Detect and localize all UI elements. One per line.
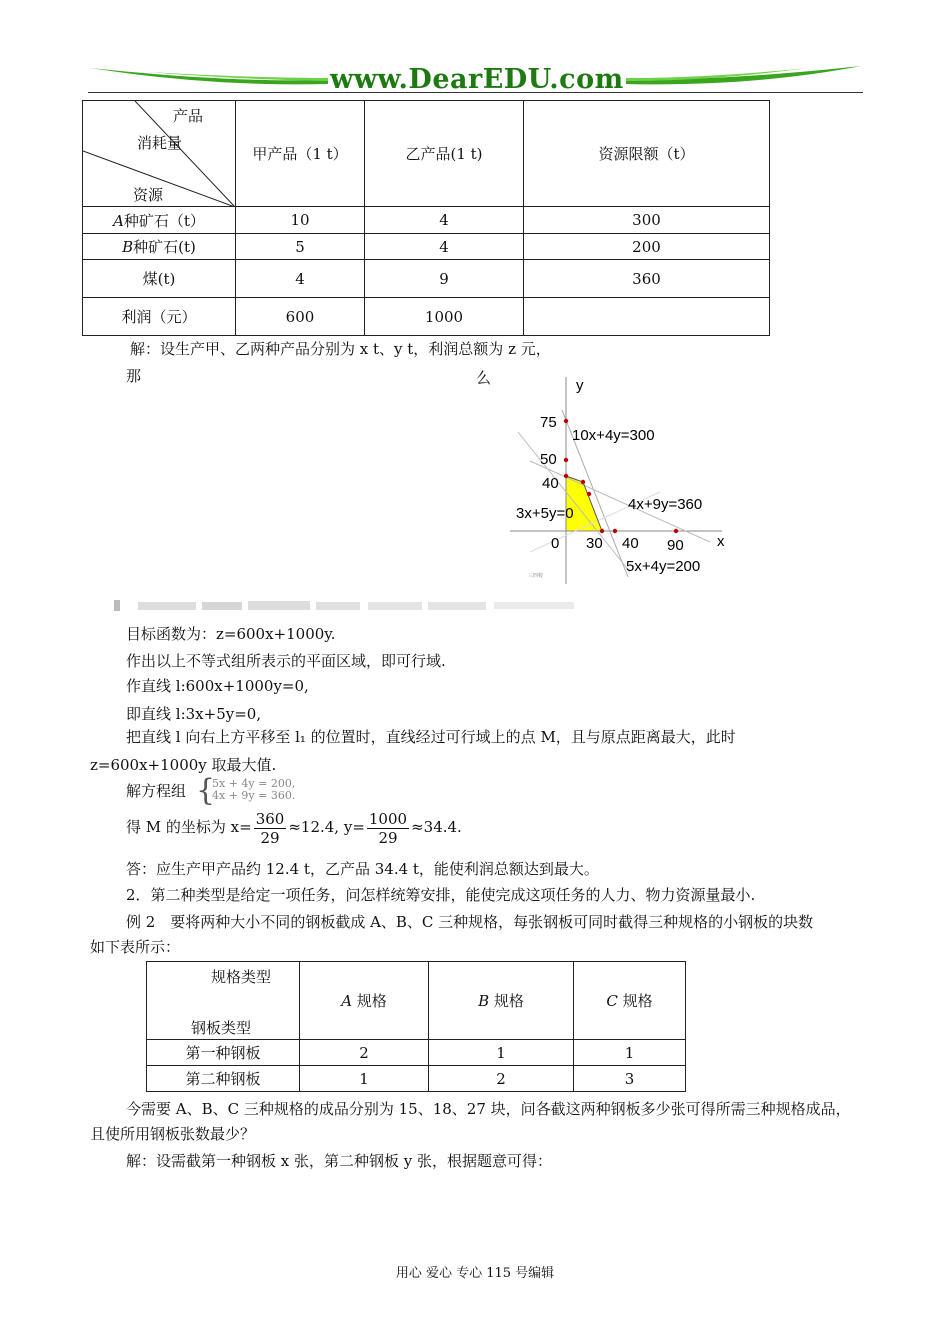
text-fragment: 么 — [476, 369, 492, 387]
feasible-region-text: 作出以上不等式组所表示的平面区域，即可行域. — [126, 652, 446, 670]
table-row — [83, 260, 770, 298]
example-text: 例 2 要将两种大小不同的钢板截成 A、B、C 三种规格，每张钢板可同时截得三种规格的小钢板的块数 — [126, 913, 814, 931]
example-text-cont: 如下表所示： — [90, 938, 181, 956]
table-cell: 1 — [300, 1066, 429, 1092]
column-header-text: 规格 — [617, 992, 653, 1010]
point — [600, 529, 604, 533]
site-brand-logo: www.DearEDU.com — [330, 64, 624, 95]
point — [613, 529, 617, 533]
line-label: 10x+4y=300 — [572, 427, 655, 444]
page-footer: 用心 爱心 专心 115 号编辑 — [395, 1266, 555, 1281]
table-cell: 300 — [524, 207, 770, 234]
table-corner-cell — [147, 962, 300, 1040]
column-header: C 规格 — [574, 962, 686, 1040]
point — [564, 474, 568, 478]
blurred-inequalities-graphic — [110, 598, 580, 612]
table-cell: 5 — [236, 234, 365, 260]
translate-text-cont: z=600x+1000y 取最大值. — [90, 756, 277, 774]
header-rule — [88, 92, 863, 93]
x-tick-label: 30 — [586, 535, 603, 552]
brace-symbol: { — [196, 773, 216, 808]
column-header: B 规格 — [429, 962, 574, 1040]
problem-text-cont: 且使所用钢板张数最少？ — [90, 1125, 256, 1143]
table-cell: 1 — [429, 1040, 574, 1066]
approx-y: ≈34.4. — [411, 818, 462, 836]
approx-x: ≈12.4, y= — [288, 818, 365, 836]
line-label: 4x+9y=360 — [628, 496, 703, 513]
point — [564, 458, 568, 462]
table-cell: 1 — [574, 1040, 686, 1066]
y-tick-label: 75 — [540, 414, 557, 431]
point — [674, 529, 678, 533]
small-caption: 三四校 — [528, 573, 544, 579]
equation: 4x + 9y = 360. — [212, 789, 296, 802]
row-label-text: 种矿石（t） — [123, 211, 205, 230]
table-cell — [524, 298, 770, 336]
column-header: 资源限额（t） — [524, 101, 770, 207]
answer-1: 答：应生产甲产品约 12.4 t，乙产品 34.4 t，能使利润总额达到最大。 — [126, 860, 599, 878]
table-cell: 600 — [236, 298, 365, 336]
column-header: 乙产品(1 t) — [365, 101, 524, 207]
corner-label-product: 产品 — [173, 107, 204, 125]
x-tick-label: 90 — [667, 537, 684, 554]
translate-text: 把直线 l 向右上方平移至 l₁ 的位置时，直线经过可行域上的点 M，且与原点距离最大，此时 — [126, 728, 736, 746]
corner-label-spec: 规格类型 — [211, 968, 272, 986]
table-cell: 9 — [365, 260, 524, 298]
numerator: 1000 — [368, 809, 408, 828]
table-row — [83, 234, 770, 260]
table-row — [83, 207, 770, 234]
coord-prefix: 得 M 的坐标为 x= — [126, 818, 252, 836]
point — [587, 492, 591, 496]
row-label: A种矿石（t） — [83, 207, 236, 234]
line-5x-4y-200 — [518, 432, 630, 572]
feasible-region-graph — [510, 372, 735, 587]
axis-label-y: y — [576, 377, 584, 394]
table-cell: 2 — [429, 1066, 574, 1092]
line-label: 5x+4y=200 — [626, 558, 701, 575]
table-cell: 1000 — [365, 298, 524, 336]
corner-label-resource: 资源 — [133, 186, 164, 204]
column-header-text: 规格 — [489, 992, 524, 1010]
objective-function: 目标函数为：z=600x+1000y. — [126, 625, 336, 643]
table-cell: 360 — [524, 260, 770, 298]
table-row — [147, 1040, 686, 1066]
steel-plate-table — [146, 961, 686, 1092]
resource-table — [82, 100, 770, 336]
table-cell: 200 — [524, 234, 770, 260]
column-header-text: 规格 — [352, 992, 387, 1010]
corner-label-consumption: 消耗量 — [137, 134, 183, 152]
numerator: 360 — [255, 809, 285, 828]
denominator: 29 — [378, 828, 398, 847]
line-label: 3x+5y=0 — [516, 505, 574, 522]
corner-label-plate: 钢板类型 — [191, 1019, 252, 1037]
table-cell: 10 — [236, 207, 365, 234]
x-tick-label: 40 — [622, 535, 639, 552]
table-cell: 3 — [574, 1066, 686, 1092]
table-row — [83, 298, 770, 336]
table-cell: 4 — [365, 234, 524, 260]
row-label-text: 种矿石(t) — [133, 238, 196, 256]
y-tick-label: 40 — [542, 475, 559, 492]
denominator: 29 — [260, 828, 280, 847]
point — [581, 480, 585, 484]
table-cell: 4 — [365, 207, 524, 234]
table-row — [147, 1066, 686, 1092]
solution-2-setup: 解：设需截第一种钢板 x 张，第二种钢板 y 张，根据题意可得： — [126, 1152, 553, 1170]
column-header: A 规格 — [300, 962, 429, 1040]
problem-text: 今需要 A、B、C 三种规格的成品分别为 15、18、27 块，问各截这两种钢板多少张可得所需三种规格成品， — [126, 1100, 851, 1118]
system-label: 解方程组 — [126, 782, 187, 800]
row-label: 第一种钢板 — [147, 1040, 300, 1066]
row-label: 第二种钢板 — [147, 1066, 300, 1092]
origin-label: 0 — [551, 535, 560, 552]
fraction-x — [254, 810, 287, 847]
solution-setup: 解：设生产甲、乙两种产品分别为 x t、y t，利润总额为 z 元， — [130, 340, 551, 358]
column-header: 甲产品（1 t） — [236, 101, 365, 207]
row-label: 利润（元） — [83, 298, 236, 336]
table-corner-cell — [83, 101, 236, 207]
line-l-text: 作直线 l:600x+1000y=0, — [126, 677, 309, 695]
line-l-equation: 即直线 l:3x+5y=0, — [126, 705, 262, 723]
equation: 5x + 4y = 200, — [212, 777, 296, 790]
row-label: 煤(t) — [83, 260, 236, 298]
row-label: B种矿石(t) — [83, 234, 236, 260]
equation-system — [212, 778, 295, 802]
axis-label-x: x — [717, 533, 725, 550]
point — [564, 419, 568, 423]
y-tick-label: 50 — [540, 451, 557, 468]
m-coordinates — [126, 807, 462, 847]
section-heading: 2．第二种类型是给定一项任务，问怎样统筹安排，能使完成这项任务的人力、物力资源量最小. — [126, 886, 756, 904]
text-fragment: 那 — [126, 367, 142, 385]
table-cell: 2 — [300, 1040, 429, 1066]
table-cell: 4 — [236, 260, 365, 298]
fraction-y — [367, 810, 409, 847]
